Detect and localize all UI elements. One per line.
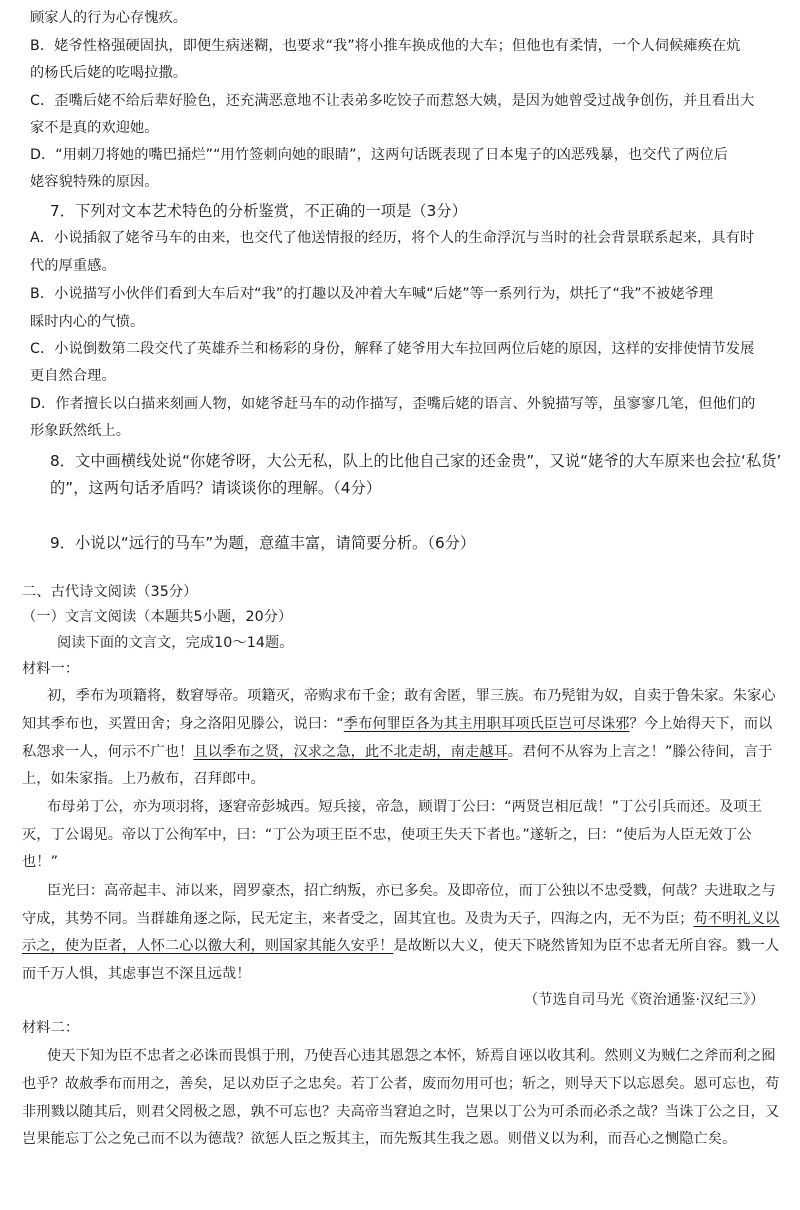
q7-stem: 7．下列对文本艺术特色的分析鉴赏，不正确的一项是（3分） [50, 202, 468, 220]
q6-option-d-line1: D．“用刺刀将她的嘴巴捅烂”“用竹签刺向她的眼睛”，这两句话既表现了日本鬼子的凶恶残暴，也交代了两位后 [30, 147, 729, 163]
material1-label: 材料一： [22, 661, 80, 677]
m1-p3-line4: 而千万人惧，其虑事岂不深且远哉！ [22, 966, 251, 982]
m1-p1-line3-pre: 私怨求一人，何示不广也！ [22, 744, 194, 760]
section2-subtitle: （一）文言文阅读（本题共5小题，20分） [22, 609, 293, 625]
q7-option-d-line2: 形象跃然纸上。 [30, 423, 131, 439]
m2-line3: 非刑戮以随其后，则君父罔极之恩，孰不可忘也？夫高帝当窘迫之时，岂果以丁公为可杀而必杀之哉？当诛丁公之日，又 [22, 1104, 780, 1120]
m1-p3-line3-post: 是故断以大义，使天下晓然皆知为臣不忠者无所自容。戮一人 [393, 938, 780, 954]
m1-p3-line2 [22, 909, 779, 929]
q9-line1: 9．小说以“远行的马车”为题，意蕴丰富，请简要分析。（6分） [50, 534, 476, 552]
m1-p1-line1: 初，季布为项籍将，数窘辱帝。项籍灭，帝购求布千金；敢有舍匿，罪三族。布乃髡钳为奴，自卖于鲁朱家。朱家心 [47, 688, 776, 704]
q7-option-b-line1: B．小说描写小伙伴们看到大车后对“我”的打趣以及冲着大车喊“后姥”等一系列行为，烘托了“我”不被姥爷理 [30, 286, 714, 302]
q7-option-a-line2: 代的厚重感。 [30, 258, 116, 274]
m2-line4: 岂果能忘丁公之免己而不以为德哉？欲惩人臣之叛其主，而先叛其生我之恩。则借义以为利，而吾心之恻隐亡矣。 [22, 1131, 737, 1147]
m1-p1-line2 [22, 714, 772, 734]
m1-p1-line2-pre: 知其季布也，买置田舍；身之洛阳见滕公，说曰：“ [22, 716, 344, 732]
m1-p3-line3 [22, 936, 779, 956]
m1-p3-line2-pre: 守成，其势不同。当群雄角逐之际，民无定主，来者受之，固其宜也。及贵为天子，四海之内，无不为臣； [22, 911, 694, 927]
section2-title: 二、古代诗文阅读（35分） [22, 584, 198, 600]
underlined-sentence-3a: 苟不明礼义以 [693, 911, 780, 927]
q6-option-c-line1: C．歪嘴后姥不给后辈好脸色，还充满恶意地不让表弟多吃饺子而惹怒大姨，是因为她曾受过战争创伤，并且看出大 [30, 93, 755, 109]
m2-line1: 使天下知为臣不忠者之必诛而畏惧于刑，乃使吾心违其恩怨之本怀，矫焉自诬以收其利。然则义为贼仁之斧而利之囮 [47, 1048, 776, 1064]
q7-option-b-line2: 睬时内心的气愤。 [30, 314, 145, 330]
m1-p2-line2: 灭，丁公谒见。帝以丁公徇军中，曰：“丁公为项王臣不忠，使项王失天下者也。”遂斩之，曰：“使后为人臣无效丁公 [22, 827, 752, 843]
q6-option-d-line2: 姥容貌特殊的原因。 [30, 174, 159, 190]
underlined-sentence-1: 季布何罪臣各为其主用职耳项氏臣岂可尽诛邪 [343, 716, 630, 732]
material2-label: 材料二： [22, 1020, 80, 1036]
q7-option-a-line1: A．小说插叙了姥爷马车的由来，也交代了他送情报的经历，将个人的生命浮沉与当时的社会背景联系起来，具有时 [30, 230, 755, 246]
q6-option-a-tail: 顾家人的行为心存愧疚。 [30, 10, 188, 26]
underlined-sentence-2: 且以季布之贤，汉求之急，此不北走胡，南走越耳 [193, 744, 508, 760]
q7-option-c-line2: 更自然合理。 [30, 368, 116, 384]
q8-line2: 的”，这两句话矛盾吗？请谈谈你的理解。（4分） [50, 479, 382, 497]
source-citation: （节选自司马光《资治通鉴·汉纪三》） [524, 992, 765, 1008]
q7-option-d-line1: D．作者擅长以白描来刻画人物，如姥爷赶马车的动作描写，歪嘴后姥的语言、外貌描写等，虽寥寥几笔，但他们的 [30, 396, 756, 412]
q8-line1: 8．文中画横线处说“你姥爷呀，大公无私，队上的比他自己家的还金贵”，又说“姥爷的大车原来也会拉‘私货’ [50, 452, 782, 470]
q6-option-b-line1: B．姥爷性格强硬固执，即便生病迷糊，也要求“我”将小推车换成他的大车；但他也有柔情，一个人伺候瘫痪在炕 [30, 38, 741, 54]
m1-p1-line3-post: 。君何不从容为上言之！”滕公待间，言于 [507, 744, 773, 760]
q7-option-c-line1: C．小说倒数第二段交代了英雄乔兰和杨彩的身份，解释了姥爷用大车拉回两位后姥的原因，这样的安排使情节发展 [30, 341, 755, 357]
m1-p1-line3 [22, 742, 772, 762]
m1-p1-line2-post: ？今上始得天下，而以 [629, 716, 773, 732]
section2-instructions: 阅读下面的文言文，完成10～14题。 [57, 635, 294, 651]
m1-p2-line3: 也！” [22, 854, 59, 870]
m1-p1-line4: 上，如朱家指。上乃赦布，召拜郎中。 [22, 771, 265, 787]
underlined-sentence-3b: 示之，使为臣者，人怀二心以徼大利，则国家其能久安乎！ [22, 938, 394, 954]
q6-option-b-line2: 的杨氏后姥的吃喝拉撒。 [30, 65, 188, 81]
q6-option-c-line2: 家不是真的欢迎她。 [30, 120, 159, 136]
m1-p3-line1: 臣光曰：高帝起丰、沛以来，罔罗豪杰，招亡纳叛，亦已多矣。及即帝位，而丁公独以不忠受戮，何哉？夫进取之与 [47, 883, 776, 899]
m2-line2: 也乎？故赦季布而用之，善矣，足以劝臣子之忠矣。若丁公者，废而勿用可也；斩之，则导天下以忘恩矣。恩可忘也，苟 [22, 1076, 780, 1092]
m1-p2-line1: 布母弟丁公，亦为项羽将，逐窘帝彭城西。短兵接，帝急，顾谓丁公曰：“两贤岂相厄哉！”丁公引兵而还。及项王 [47, 799, 762, 815]
